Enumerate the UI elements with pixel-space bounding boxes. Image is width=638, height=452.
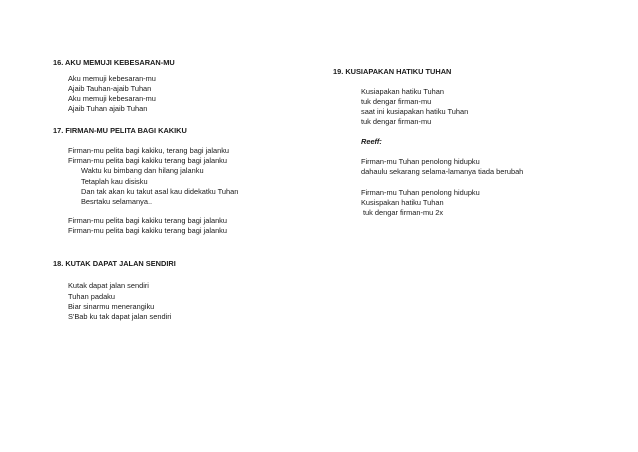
song-16-line: Aku memuji kebesaran-mu <box>68 94 156 103</box>
song-19-verse-line: tuk dengar firman-mu <box>361 117 432 126</box>
song-19-verse-line: tuk dengar firman-mu <box>361 97 432 106</box>
song-17-line: Firman-mu pelita bagi kakiku, terang bagi jalanku <box>68 146 230 155</box>
song-17-line: Tetaplah kau disisku <box>81 177 148 186</box>
song-19-reff-label: Reeff: <box>361 137 382 146</box>
song-16-title: 16. AKU MEMUJI KEBESARAN-MU <box>53 58 175 67</box>
song-18-title: 18. KUTAK DAPAT JALAN SENDIRI <box>53 259 176 268</box>
song-19-reff-line: Firman-mu Tuhan penolong hidupku <box>361 188 480 197</box>
song-19-verse-line: saat ini kusiapakan hatiku Tuhan <box>361 107 469 116</box>
song-16-line: Aku memuji kebesaran-mu <box>68 74 156 83</box>
song-16-line: Ajaib Tuhan ajaib Tuhan <box>68 104 148 113</box>
song-17-line: Waktu ku bimbang dan hilang jalanku <box>81 166 204 175</box>
song-19-reff-line: Kusispakan hatiku Tuhan <box>361 198 444 207</box>
song-17-line: Firman-mu pelita bagi kakiku terang bagi jalanku <box>68 216 227 225</box>
song-18-line: Tuhan padaku <box>68 292 115 301</box>
song-17-line: Firman-mu pelita bagi kakiku terang bagi jalanku <box>68 226 227 235</box>
song-19-reff-line: dahaulu sekarang selama-lamanya tiada berubah <box>361 167 524 176</box>
song-18-line: S'Bab ku tak dapat jalan sendiri <box>68 312 172 321</box>
song-19-title: 19. KUSIAPAKAN HATIKU TUHAN <box>333 67 452 76</box>
song-18-line: Biar sinarmu menerangiku <box>68 302 155 311</box>
song-17-line: Firman-mu pelita bagi kakiku terang bagi jalanku <box>68 156 227 165</box>
song-19-verse-line: Kusiapakan hatiku Tuhan <box>361 87 444 96</box>
song-19-reff-line: tuk dengar firman-mu 2x <box>363 208 444 217</box>
song-16-line: Ajaib Tauhan-ajaib Tuhan <box>68 84 152 93</box>
song-18-line: Kutak dapat jalan sendiri <box>68 281 149 290</box>
song-17-title: 17. FIRMAN-MU PELITA BAGI KAKIKU <box>53 126 187 135</box>
song-19-reff-line: Firman-mu Tuhan penolong hidupku <box>361 157 480 166</box>
song-17-line: Dan tak akan ku takut asal kau didekatku Tuhan <box>81 187 239 196</box>
song-17-line: Besrtaku selamanya.. <box>81 197 153 206</box>
